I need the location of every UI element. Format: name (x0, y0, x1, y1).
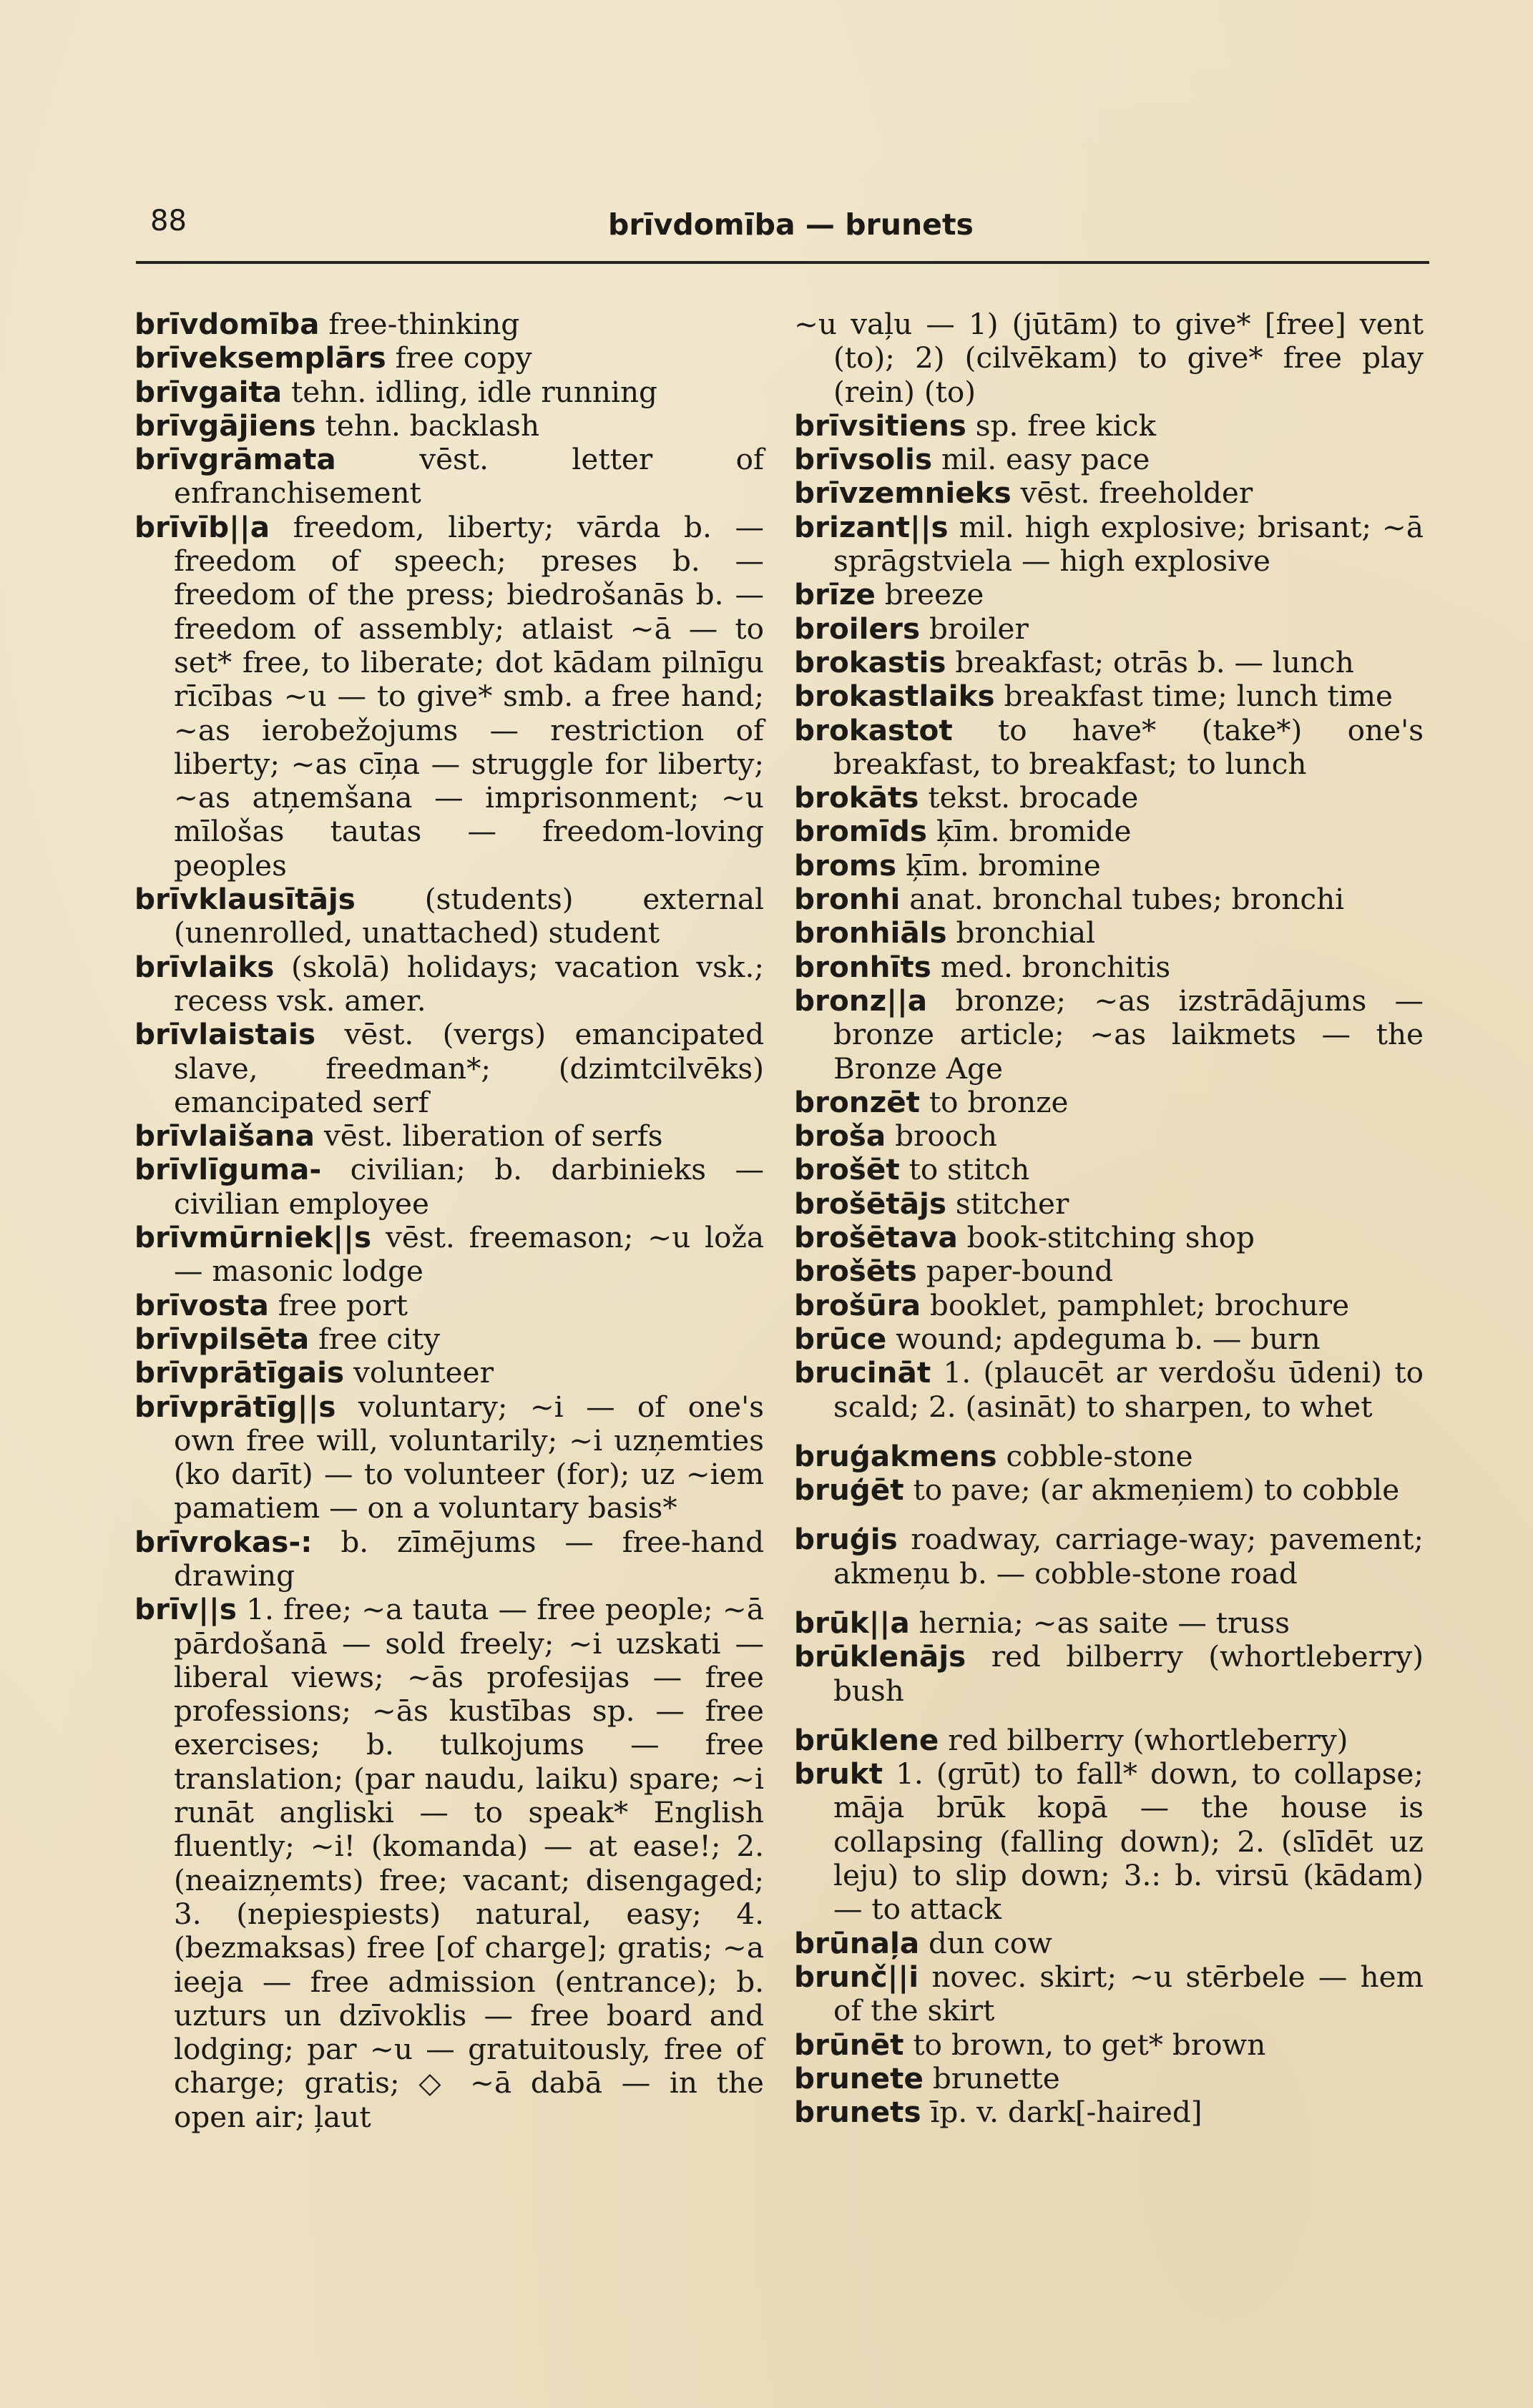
right-column (794, 308, 1424, 2129)
headword: brīvgrāmata (134, 442, 336, 477)
headword: brūklene (794, 1722, 939, 1757)
headword: brīvpilsēta (134, 1321, 310, 1356)
headword: bronz||a (794, 983, 928, 1018)
definition: med. bronchitis (940, 949, 1171, 984)
dictionary-entry (794, 2062, 1424, 2095)
headword: brūnēt (794, 2027, 904, 2062)
dictionary-entry (794, 511, 1424, 579)
definition: vēst. (vergs) emancipated slave, freedman*; (dzimtcilvēks) emancipated serf (174, 1017, 765, 1119)
headword: bronzēt (794, 1084, 921, 1119)
dictionary-entry (794, 714, 1424, 782)
headword: broms (794, 847, 897, 883)
headword: broilers (794, 611, 921, 646)
headword: broša (794, 1119, 886, 1154)
headword: brīvlaiks (134, 949, 275, 984)
dictionary-entry (134, 341, 764, 375)
dictionary-entry (794, 950, 1424, 984)
headword: brucināt (794, 1355, 931, 1390)
definition: to bronze (929, 1084, 1069, 1119)
headword: brīvlaistais (134, 1017, 316, 1052)
headword: brošēts (794, 1254, 917, 1289)
definition: vēst. liberation of serfs (323, 1119, 663, 1154)
headword: brīvklausītājs (134, 882, 356, 917)
definition: vēst. letter of enfranchisement (174, 442, 765, 511)
definition: freedom, liberty; vārda b. — freedom of speech; preses b. — freedom of the press; biedrošanās b. — freedom of assembly; atlaist ~ā — to set* free, to liberate; dot kādam pilnīgu rīcības ~u — to give* smb. a free hand; ~as ierobežojums — restriction of liberty; ~as cīņa — struggle for liberty; ~as atņemšana — imprisonment; ~u mīlošas tautas — freedom-loving peoples (174, 509, 764, 883)
definition: vēst. freeholder (1020, 476, 1253, 511)
page-header (136, 192, 1429, 249)
dictionary-entry (794, 1757, 1424, 1926)
headword: brošētava (794, 1220, 958, 1255)
dictionary-entry (794, 2095, 1424, 2129)
definition: brunette (932, 2060, 1060, 2095)
definition: civilian; b. darbinieks — civilian employee (174, 1152, 764, 1221)
definition: sp. free kick (975, 408, 1157, 443)
dictionary-entry (134, 1322, 764, 1356)
dictionary-entry (794, 1440, 1424, 1473)
definition: tehn. backlash (325, 408, 540, 443)
definition: b. zīmējums — free-hand drawing (174, 1524, 765, 1593)
definition: brooch (895, 1119, 997, 1154)
definition: mil. high explosive; brisant; ~ā sprāgstviela — high explosive (833, 509, 1424, 579)
dictionary-entry (794, 1086, 1424, 1119)
headword: bronhīts (794, 949, 931, 984)
header-rule (136, 261, 1429, 264)
dictionary-entry (134, 883, 764, 950)
headword: brīvprātīgais (134, 1355, 345, 1390)
dictionary-entry (794, 1640, 1424, 1708)
headword: brokāts (794, 780, 919, 815)
dictionary-entry (794, 781, 1424, 815)
headword: brošūra (794, 1287, 921, 1322)
definition: to brown, to get* brown (913, 2027, 1266, 2062)
dictionary-entry (794, 1523, 1424, 1591)
headword: brīvlaišana (134, 1119, 315, 1154)
definition: 1. free; ~a tauta — free people; ~ā pārdošanā — sold freely; ~i uzskati — liberal views; ~ās profesijas — free professions; ~ās kustības sp. — free exercises; b. tulkojums — free translation; (par naudu, laiku) spare; ~i runāt angliski — to speak* English fluently; ~i! (komanda) — at ease!; 2. (neaizņemts) free; vacant; disengaged; 3. (nepiespiests) natural, easy; 4. (bezmaksas) free [of charge]; gratis; ~a ieeja — free admission (entrance); b. uzturs un dzīvoklis — free board and lodging; par ~u — gratuitously, free of charge; gratis; ◇ ~ā dabā — in the open air; ļaut (174, 1592, 765, 2134)
dictionary-entry (794, 2028, 1424, 2062)
definition: bronchial (956, 915, 1096, 950)
definition: breakfast; otrās b. — lunch (955, 644, 1354, 679)
dictionary-entry (794, 916, 1424, 950)
definition: īp. v. dark[-haired] (930, 2095, 1203, 2130)
definition: volunteer (353, 1355, 494, 1390)
headword: brokastot (794, 712, 953, 747)
dictionary-entry (794, 849, 1424, 883)
definition: tehn. idling, idle running (291, 374, 657, 409)
dictionary-entry (794, 1119, 1424, 1153)
page-number: 88 (150, 205, 187, 237)
dictionary-entry (134, 1289, 764, 1322)
headword: brīvosta (134, 1287, 269, 1322)
definition: wound; apdeguma b. — burn (896, 1321, 1321, 1356)
definition: dun cow (929, 1925, 1052, 1960)
dictionary-entry (794, 476, 1424, 510)
definition: broiler (929, 611, 1029, 646)
definition: hernia; ~as saite — truss (919, 1605, 1290, 1640)
definition: breeze (884, 577, 984, 612)
dictionary-entry (134, 409, 764, 443)
definition: 1. (plaucēt ar verdošu ūdeni) to scald; 2. (asināt) to sharpen, to whet (833, 1355, 1424, 1424)
headword: bronhiāls (794, 915, 947, 950)
dictionary-entry (134, 1356, 764, 1390)
headword: brīvdomība (134, 307, 320, 341)
dictionary-entry (134, 1119, 764, 1153)
dictionary-entry (794, 1221, 1424, 1254)
definition: 1. (grūt) to fall* down, to collapse; māja brūk kopā — the house is collapsing (falling down); 2. (slīdēt uz leju) to slip down; 3.: b. virsū (kādam) — to attack (833, 1756, 1424, 1927)
dictionary-entry (134, 1390, 764, 1525)
headword: brīvzemnieks (794, 476, 1012, 511)
definition: red bilberry (whortleberry) (948, 1722, 1348, 1757)
headword: brīv||s (134, 1592, 237, 1627)
headword: brukt (794, 1756, 883, 1792)
definition: tekst. brocade (928, 780, 1139, 815)
dictionary-entry (134, 1153, 764, 1221)
headword: brīvgājiens (134, 408, 316, 443)
definition: roadway, carriage-way; pavement; akmeņu b. — cobble-stone road (833, 1522, 1424, 1591)
definition: (students) external (unenrolled, unattached) student (174, 882, 764, 950)
definition: stitcher (955, 1186, 1069, 1221)
dictionary-entry (794, 1927, 1424, 1960)
headword: brošētājs (794, 1186, 947, 1221)
dictionary-entry (134, 308, 764, 341)
dictionary-entry (794, 883, 1424, 916)
dictionary-entry (794, 984, 1424, 1086)
definition: paper-bound (926, 1254, 1114, 1289)
dictionary-entry (794, 646, 1424, 679)
definition: ķīm. bromide (936, 814, 1132, 849)
headword: brīze (794, 577, 876, 612)
definition: free-thinking (328, 307, 520, 341)
definition: voluntary; ~i — of one's own free will, voluntarily; ~i uzņemties (ko darīt) — to volunteer (for); uz ~iem pamatiem — on a voluntary basis* (174, 1389, 764, 1525)
definition: red bilberry (whortleberry) bush (833, 1639, 1424, 1708)
dictionary-entry (134, 1525, 764, 1593)
dictionary-entry (794, 1322, 1424, 1356)
headword: brunč||i (794, 1959, 919, 1994)
headword: brokastlaiks (794, 679, 995, 714)
definition: mil. easy pace (941, 442, 1150, 477)
headword: bruģēt (794, 1473, 904, 1508)
headword: brūce (794, 1321, 887, 1356)
dictionary-entry (794, 409, 1424, 443)
dictionary-entry (794, 1187, 1424, 1221)
definition: to have* (take*) one's breakfast, to breakfast; to lunch (833, 712, 1424, 781)
running-head: brīvdomība — brunets (608, 207, 974, 242)
definition: book-stitching shop (966, 1220, 1255, 1255)
dictionary-entry (794, 1254, 1424, 1288)
headword: brīvmūrniek||s (134, 1220, 372, 1255)
headword: bromīds (794, 814, 927, 849)
headword: brīvrokas-: (134, 1524, 313, 1559)
headword: brīvsitiens (794, 408, 966, 443)
dictionary-entry (134, 443, 764, 511)
definition: ķīm. bromine (905, 847, 1101, 883)
headword: brūklenājs (794, 1639, 966, 1674)
dictionary-entry (134, 511, 764, 883)
dictionary-entry (794, 1153, 1424, 1186)
dictionary-entry (794, 1356, 1424, 1424)
headword: brīvprātīg||s (134, 1389, 336, 1424)
headword: brunete (794, 2060, 924, 2095)
definition: (skolā) holidays; vacation vsk.; recess vsk. amer. (174, 949, 764, 1018)
headword: brūk||a (794, 1605, 910, 1640)
dictionary-entry (794, 578, 1424, 611)
headword: brūnaļa (794, 1925, 920, 1960)
headword: brunets (794, 2095, 921, 2130)
definition: free city (318, 1321, 441, 1356)
definition: free copy (395, 340, 532, 375)
definition: anat. bronchal tubes; bronchi (909, 882, 1345, 917)
headword: brokastis (794, 644, 946, 679)
dictionary-entry (794, 1606, 1424, 1640)
dictionary-entry (134, 375, 764, 409)
definition: to pave; (ar akmeņiem) to cobble (913, 1473, 1400, 1508)
headword: bruģis (794, 1522, 898, 1557)
definition: ~u vaļu — 1) (jūtām) to give* [free] vent (to); 2) (cilvēkam) to give* free play (rein) (to) (794, 307, 1424, 409)
dictionary-entry (794, 1724, 1424, 1757)
headword: brīvgaita (134, 374, 283, 409)
headword: brīveksemplārs (134, 340, 386, 375)
dictionary-entry (794, 1473, 1424, 1507)
definition: cobble-stone (1006, 1438, 1193, 1473)
definition: to stitch (908, 1152, 1030, 1187)
dictionary-entry (134, 1221, 764, 1289)
dictionary-entry (794, 815, 1424, 848)
headword: brīvīb||a (134, 509, 270, 544)
definition: breakfast time; lunch time (1004, 679, 1394, 714)
dictionary-entry (794, 679, 1424, 713)
dictionary-entry (794, 612, 1424, 646)
headword: brošēt (794, 1152, 900, 1187)
definition: bronze; ~as izstrādājums — bronze article; ~as laikmets — the Bronze Age (833, 983, 1424, 1086)
headword: bruģakmens (794, 1438, 997, 1473)
definition: booklet, pamphlet; brochure (929, 1287, 1350, 1322)
headword: brizant||s (794, 509, 949, 544)
dictionary-entry-continued (794, 308, 1424, 409)
definition: vēst. freemason; ~u loža — masonic lodge (174, 1220, 764, 1289)
headword: brīvlīguma- (134, 1152, 322, 1187)
definition: free port (278, 1287, 408, 1322)
left-column (134, 308, 764, 2134)
dictionary-entry (794, 1289, 1424, 1322)
definition: novec. skirt; ~u stērbele — hem of the skirt (833, 1959, 1424, 2028)
headword: bronhi (794, 882, 901, 917)
dictionary-entry (134, 950, 764, 1018)
dictionary-entry (794, 1960, 1424, 2028)
dictionary-entry (134, 1593, 764, 2134)
headword: brīvsolis (794, 442, 933, 477)
dictionary-entry (134, 1018, 764, 1119)
dictionary-entry (794, 443, 1424, 476)
